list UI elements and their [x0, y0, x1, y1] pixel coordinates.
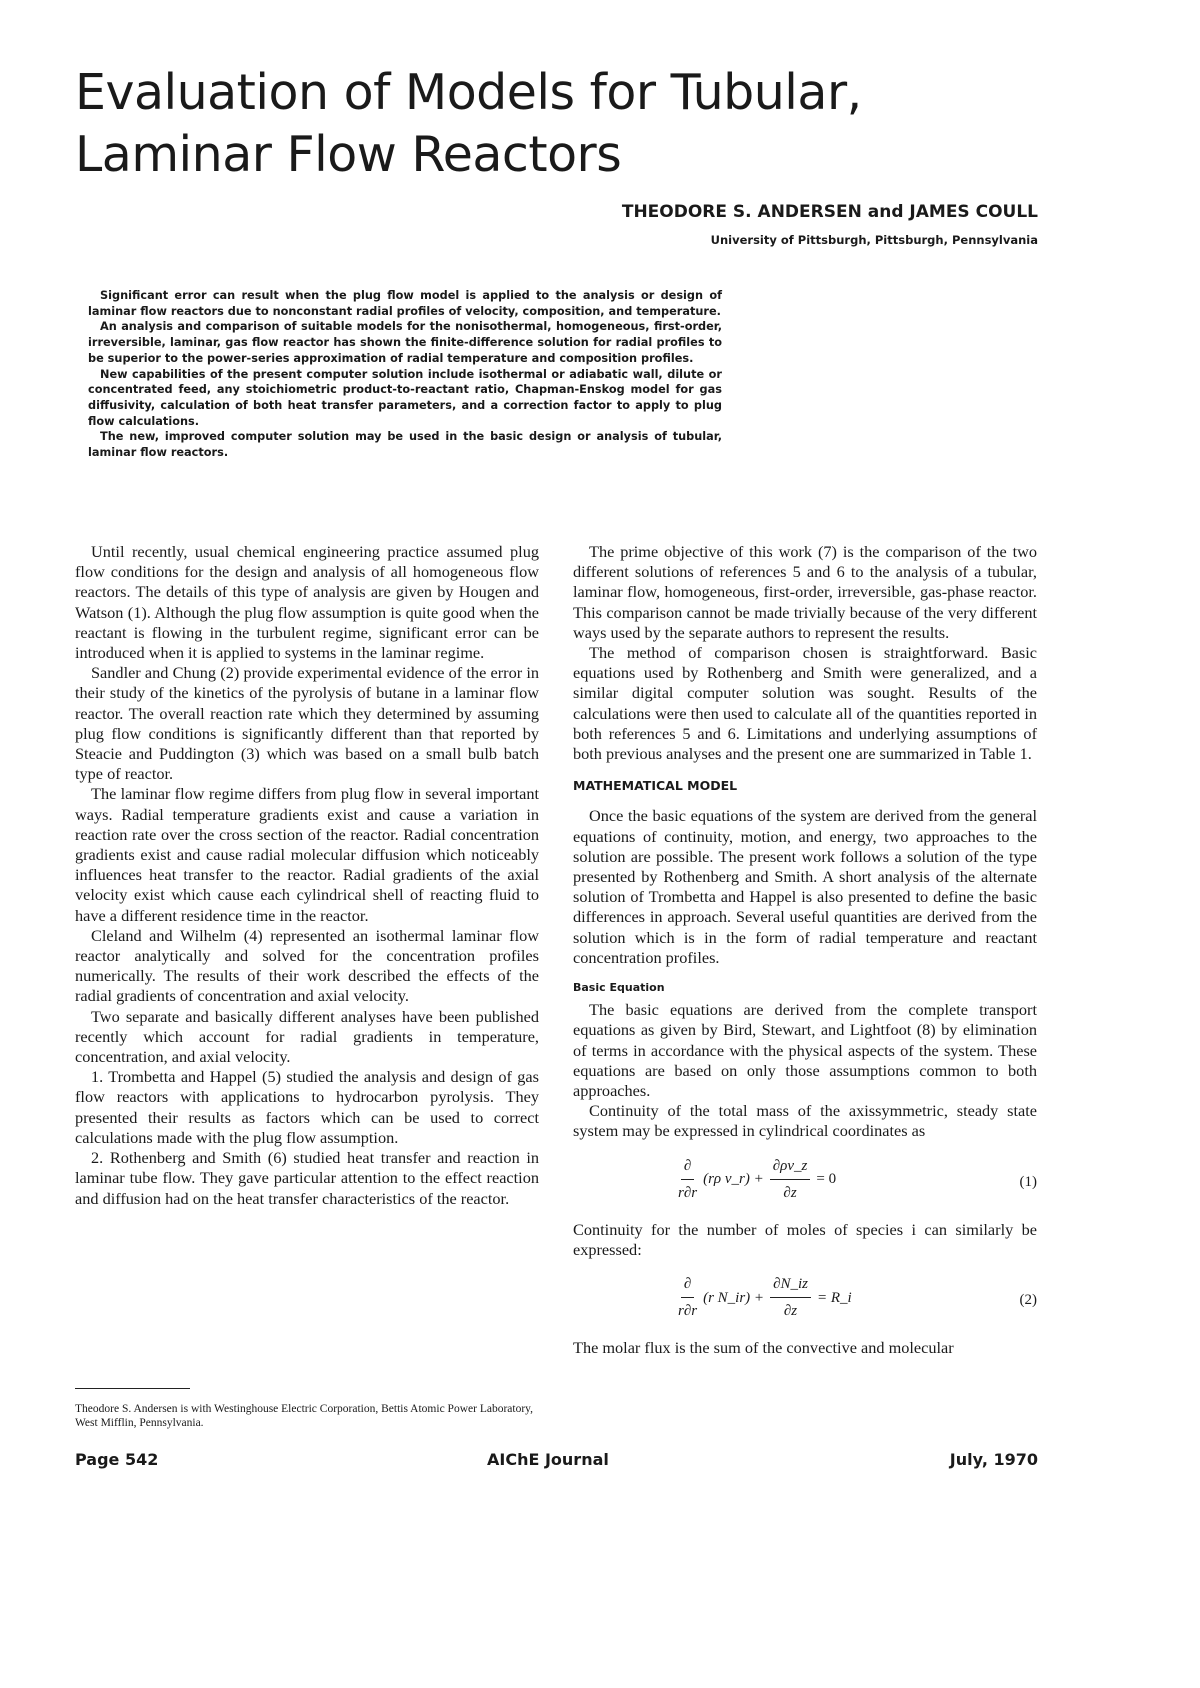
equation-term: (rρ v_r) +: [703, 1171, 764, 1188]
body-paragraph: 1. Trombetta and Happel (5) studied the analysis and design of gas flow reactors with applications to hydrocarbon pyrolysis. They presented their results as factors which can be used to correct calculations made with the plug flow assumption.: [75, 1067, 539, 1147]
page-number: Page 542: [75, 1450, 159, 1469]
body-paragraph: 2. Rothenberg and Smith (6) studied heat transfer and reaction in laminar tube flow. They gave particular attention to the effect reaction and diffusion had on the heat transfer characteristics of the reactor.: [75, 1148, 539, 1208]
abstract-paragraph: The new, improved computer solution may be used in the basic design or analysis of tubular, laminar flow reactors.: [88, 430, 722, 460]
abstract: [88, 288, 722, 461]
title-line: Laminar Flow Reactors: [75, 126, 622, 183]
abstract-paragraph: New capabilities of the present computer solution include isothermal or adiabatic wall, dilute or concentrated feed, any stoichiometric product-to-reactant ratio, Chapman-Enskog model for gas diffusivity, calculation of both heat transfer parameters, and a correction factor to apply to plug flow calculations.: [88, 367, 722, 428]
body-paragraph: The basic equations are derived from the complete transport equations as given by Bird, Stewart, and Lightfoot (8) by elimination of terms in accordance with the physical aspects of the system. These equations are based on only those assumptions common to both approaches.: [573, 1000, 1037, 1101]
fraction: [770, 1274, 811, 1321]
body-paragraph: Once the basic equations of the system are derived from the general equations of continuity, motion, and energy, two approaches to the solution are possible. The present work follows a solution of the type presented by Rothenberg and Smith. A short analysis of the alternate solution of Trombetta and Happel is also presented to define the basic differences in approach. Several useful quantities are derived from the solution which is in the form of radial temperature and reactant concentration profiles.: [573, 806, 1037, 967]
equation-number: (1): [1019, 1173, 1037, 1190]
body-paragraph: Continuity for the number of moles of species i can similarly be expressed:: [573, 1219, 1037, 1259]
numerator: ∂: [681, 1156, 694, 1180]
body-paragraph: Until recently, usual chemical engineering practice assumed plug flow conditions for the design and analysis of all homogeneous flow reactors. The details of this type of analysis are given by Hougen and Watson (1). Although the plug flow assumption is quite good when the reactant is flowing in the turbulent regime, significant error can be introduced when it is applied to systems in the laminar regime.: [75, 542, 539, 663]
denominator: ∂z: [783, 1303, 798, 1320]
equation-number: (2): [1019, 1292, 1037, 1309]
denominator: ∂z: [783, 1184, 797, 1201]
paper-title: [75, 62, 862, 186]
fraction: [678, 1156, 697, 1203]
affiliation: University of Pittsburgh, Pittsburgh, Pennsylvania: [710, 233, 1038, 247]
right-column: [573, 542, 1037, 1358]
body-paragraph: The laminar flow regime differs from plug flow in several important ways. Radial temperature gradients exist and cause a variation in reaction rate over the cross section of the reactor. Radial concentration gradients exist and cause radial molecular diffusion which noticeably influences heat transfer to the reactor. Radial gradients of the axial velocity exist which cause each cylindrical shell of reacting fluid to have a different residence time in the reactor.: [75, 784, 539, 925]
fraction: [770, 1156, 811, 1203]
left-column: [75, 542, 539, 1209]
authors: THEODORE S. ANDERSEN and JAMES COULL: [621, 202, 1038, 222]
section-heading: MATHEMATICAL MODEL: [573, 778, 738, 794]
body-paragraph: Sandler and Chung (2) provide experimental evidence of the error in their study of the kinetics of the pyrolysis of butane in a laminar flow reactor. The overall reaction rate which they determined by assuming plug flow conditions is significantly different than that reported by Steacie and Puddington (3) which was based on a small bulb batch type of reactor.: [75, 663, 539, 784]
footnote: Theodore S. Andersen is with Westinghouse Electric Corporation, Bettis Atomic Power Laboratory, West Mifflin, Pennsylvania.: [75, 1403, 534, 1429]
journal-name: AIChE Journal: [487, 1450, 609, 1469]
denominator: r∂r: [678, 1303, 698, 1320]
body-paragraph: The prime objective of this work (7) is the comparison of the two different solutions of references 5 and 6 to the analysis of a tubular, laminar flow, homogeneous, first-order, irreversible, gas-phase reactor. This comparison cannot be made trivially because of the very different ways used by the separate authors to represent the results.: [573, 542, 1037, 642]
equation-rhs: = R_i: [816, 1289, 852, 1306]
denominator: r∂r: [678, 1184, 698, 1201]
body-paragraph: Cleland and Wilhelm (4) represented an isothermal laminar flow reactor analytically and solved for the concentration profiles numerically. The results of their work described the effects of the radial gradients of concentration and axial velocity.: [75, 925, 539, 1006]
abstract-paragraph: Significant error can result when the plug flow model is applied to the analysis or design of laminar flow reactors due to nonconstant radial profiles of velocity, composition, and temperature.: [88, 289, 722, 318]
body-paragraph: The method of comparison chosen is straightforward. Basic equations used by Rothenberg and Smith were generalized, and a similar digital computer solution was sought. Results of the calculations were then used to calculate all of the quantities reported in both references 5 and 6. Limitations and underlying assumptions of both previous analyses and the present one are summarized in Table 1.: [573, 643, 1037, 764]
abstract-paragraph: An analysis and comparison of suitable models for the nonisothermal, homogeneous, first-order, irreversible, laminar, gas flow reactor has shown the finite-difference solution for radial profiles to be superior to the power-series approximation of radial temperature and composition profiles.: [88, 320, 722, 365]
issue-date: July, 1970: [949, 1450, 1038, 1469]
subsection-heading: Basic Equation: [573, 981, 665, 995]
numerator: ∂: [681, 1274, 694, 1298]
footnote-rule: [75, 1388, 190, 1389]
body-paragraph: The molar flux is the sum of the convective and molecular: [573, 1338, 954, 1358]
title-line: Evaluation of Models for Tubular,: [75, 64, 862, 121]
equation-1: [573, 1150, 1037, 1212]
numerator: ∂N_iz: [770, 1274, 811, 1298]
equation-rhs: = 0: [816, 1171, 837, 1188]
equation-term: (r N_ir) +: [703, 1289, 765, 1306]
numerator: ∂ρv_z: [770, 1156, 811, 1180]
body-paragraph: Continuity of the total mass of the axissymmetric, steady state system may be expressed in cylindrical coordinates as: [573, 1101, 1037, 1141]
body-paragraph: Two separate and basically different analyses have been published recently which account for radial gradients in temperature, concentration, and axial velocity.: [75, 1006, 539, 1067]
equation-2: [573, 1268, 1037, 1330]
fraction: [678, 1274, 697, 1321]
